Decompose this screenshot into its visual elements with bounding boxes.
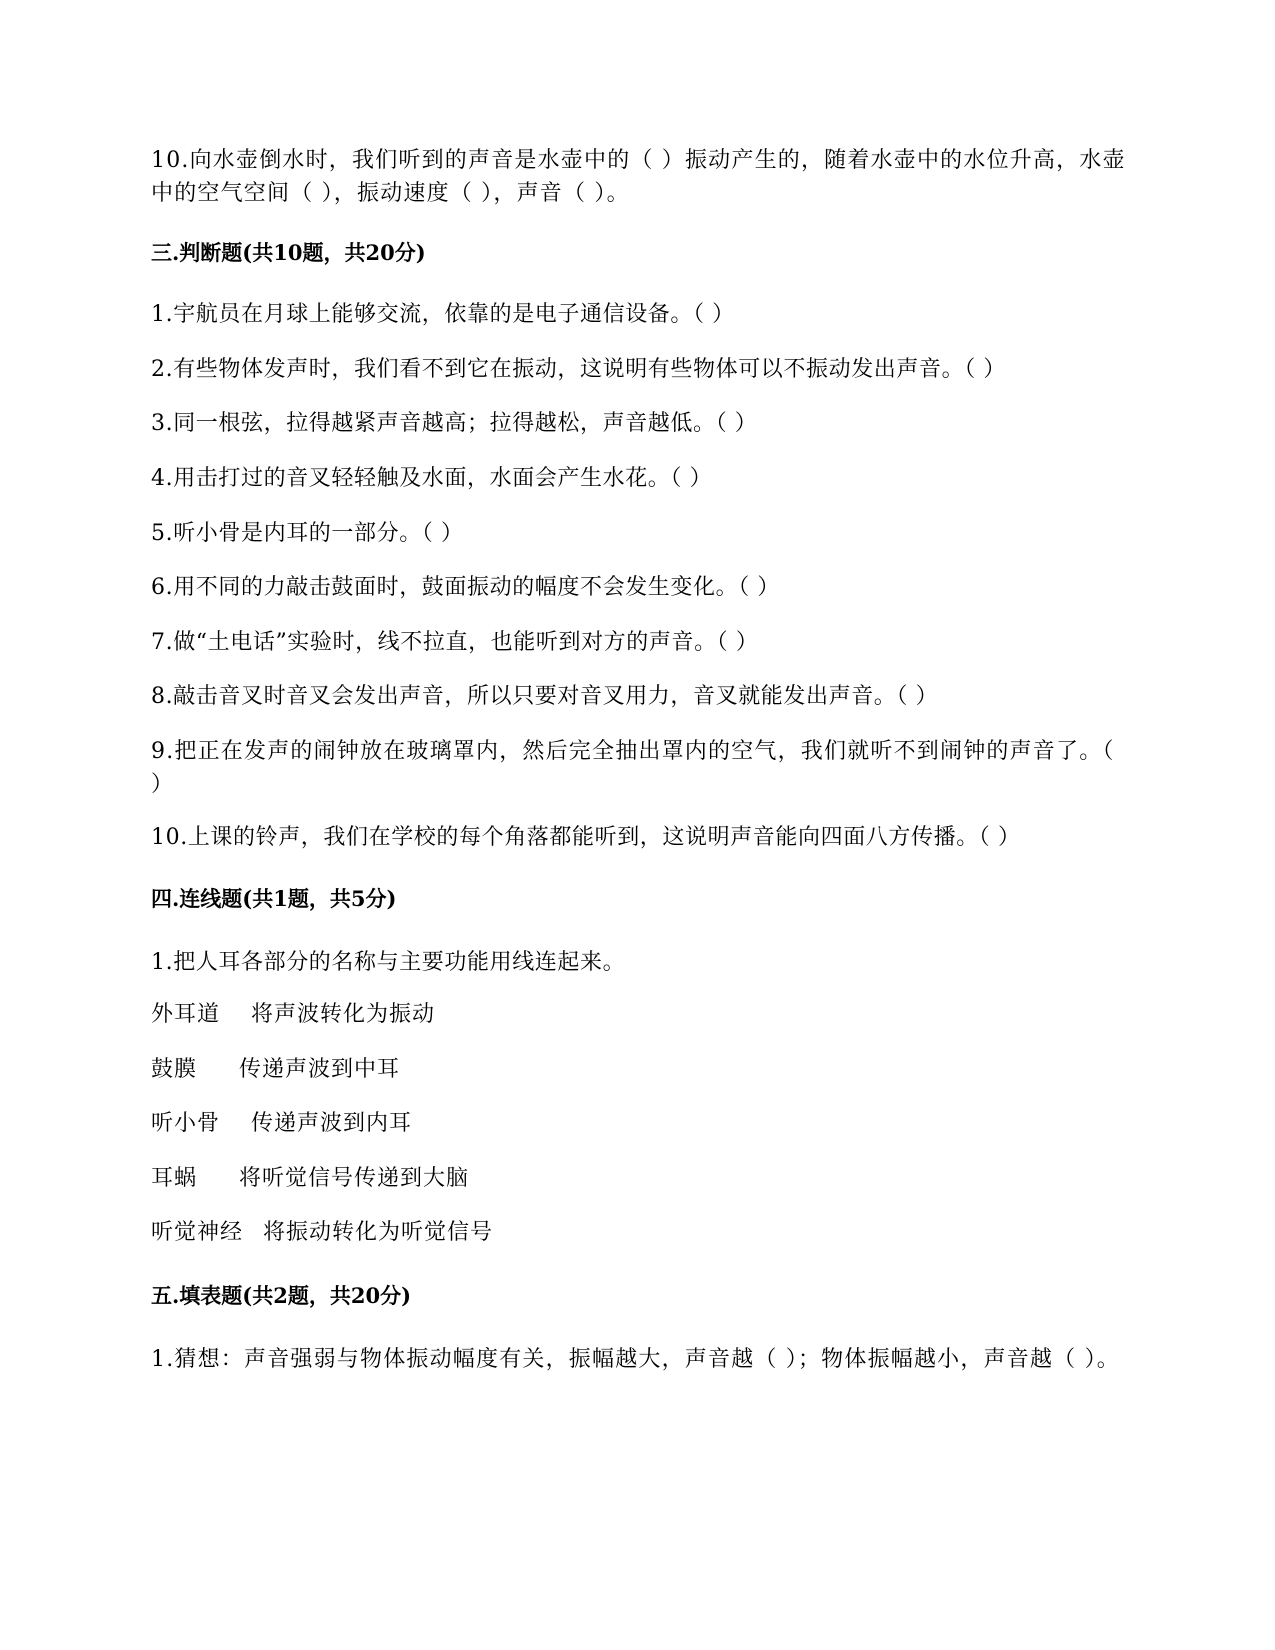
ear-part-function: 将声波转化为振动	[251, 1002, 436, 1027]
matching-pair	[151, 1055, 400, 1085]
ear-part-name: 外耳道	[151, 1002, 221, 1027]
matching-pair	[151, 1164, 469, 1194]
judgement-question-6: 6.用不同的力敲击鼓面时，鼓面振动的幅度不会发生变化。（ ）	[151, 575, 780, 600]
ear-part-name: 鼓膜	[151, 1057, 198, 1082]
section-heading-table: 五.填表题(共2题，共20分)	[151, 1283, 412, 1308]
matching-pair	[151, 1109, 412, 1139]
matching-pair	[151, 1218, 493, 1248]
ear-part-function: 将听觉信号传递到大脑	[239, 1166, 470, 1191]
judgement-question-7: 7.做“土电话”实验时，线不拉直，也能听到对方的声音。（ ）	[151, 630, 759, 655]
ear-part-function: 传递声波到内耳	[251, 1111, 413, 1136]
ear-part-function: 将振动转化为听觉信号	[263, 1220, 494, 1245]
judgement-question-9: 9.把正在发声的闹钟放在玻璃罩内，然后完全抽出罩内的空气，我们就听不到闹钟的声音了。（ ）	[151, 739, 1115, 797]
ear-part-name: 耳蜗	[151, 1166, 198, 1191]
section-heading-judgement: 三.判断题(共10题，共20分)	[151, 240, 426, 265]
matching-pair	[151, 1000, 435, 1030]
fill-question-10: 10.向水壶倒水时，我们听到的声音是水壶中的（ ）振动产生的，随着水壶中的水位升高，水壶中的空气空间（ ），振动速度（ ），声音（ ）。	[151, 148, 1126, 206]
judgement-question-4: 4.用击打过的音叉轻轻触及水面，水面会产生水花。（ ）	[151, 466, 713, 491]
ear-part-name: 听觉神经	[151, 1220, 244, 1245]
ear-part-name: 听小骨	[151, 1111, 221, 1136]
judgement-question-5: 5.听小骨是内耳的一部分。（ ）	[151, 521, 464, 546]
ear-part-function: 传递声波到中耳	[239, 1057, 401, 1082]
section-heading-matching: 四.连线题(共1题，共5分)	[151, 886, 397, 911]
judgement-question-3: 3.同一根弦，拉得越紧声音越高；拉得越松，声音越低。（ ）	[151, 411, 758, 436]
judgement-question-10: 10.上课的铃声，我们在学校的每个角落都能听到，这说明声音能向四面八方传播。（ ）	[151, 825, 1021, 850]
judgement-question-2: 2.有些物体发声时，我们看不到它在振动，这说明有些物体可以不振动发出声音。（ ）	[151, 357, 1006, 382]
judgement-question-1: 1.宇航员在月球上能够交流，依靠的是电子通信设备。（ ）	[151, 302, 735, 327]
table-question-1: 1.猜想：声音强弱与物体振动幅度有关，振幅越大，声音越（ ）；物体振幅越小，声音越（ ）。	[151, 1347, 1120, 1372]
matching-question: 1.把人耳各部分的名称与主要功能用线连起来。	[151, 950, 626, 975]
judgement-question-8: 8.敲击音叉时音叉会发出声音，所以只要对音叉用力，音叉就能发出声音。（ ）	[151, 684, 939, 709]
